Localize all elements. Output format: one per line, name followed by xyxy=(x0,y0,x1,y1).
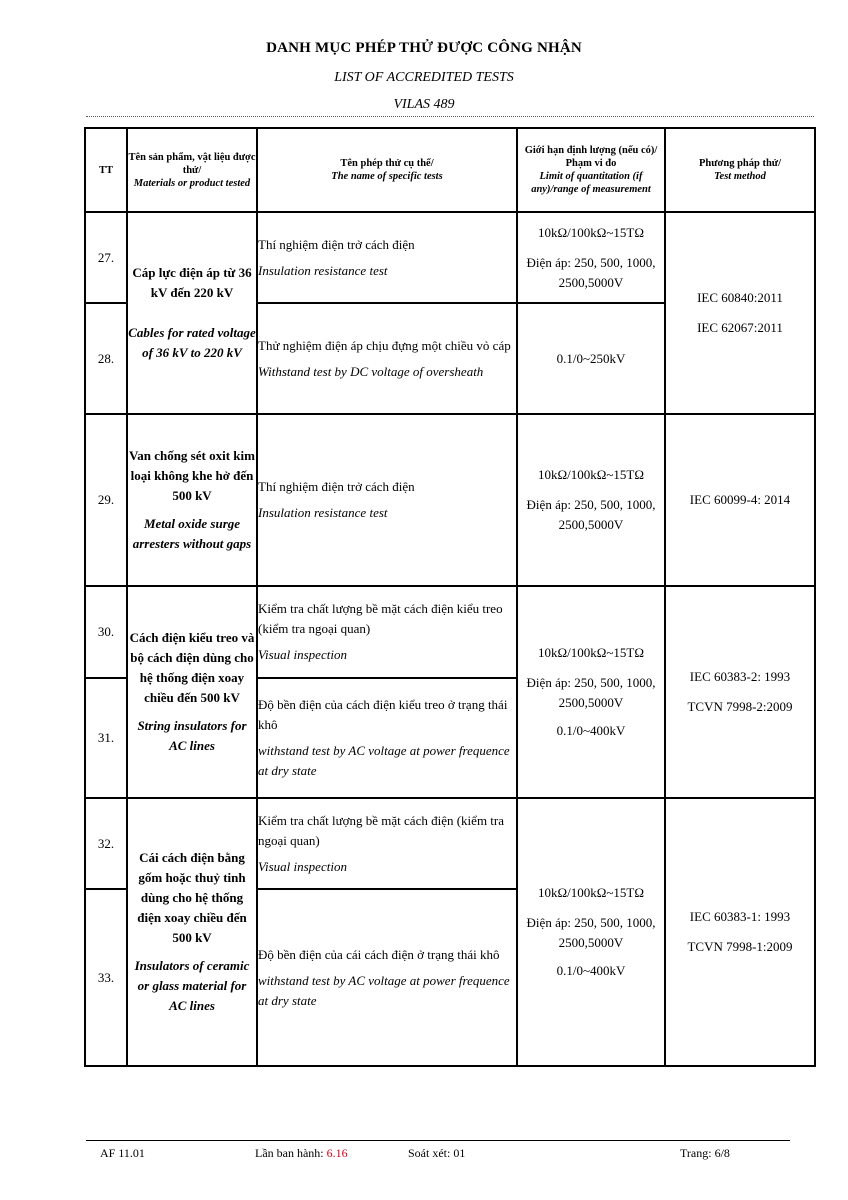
method-cell xyxy=(665,414,815,586)
limit-voltage: Điện áp: 250, 500, 1000, 2500,5000V xyxy=(526,497,656,532)
header-method-vi: Phương pháp thử/ xyxy=(698,158,782,169)
product-name-vi: Van chống sét oxit kim loại không khe hở đến 500 kV xyxy=(129,448,255,503)
method-standard: TCVN 7998-2:2009 xyxy=(687,699,793,714)
product-name-vi: Cái cách điện bằng gốm hoặc thuỷ tinh dùng cho hệ thống điện xoay chiều đến 500 kV xyxy=(137,850,247,945)
header-test xyxy=(257,128,517,212)
product-cell xyxy=(127,798,257,1066)
method-standard: IEC 60840:2011 xyxy=(697,290,783,305)
method-cell xyxy=(665,212,815,414)
test-cell xyxy=(257,678,517,798)
test-name-en: Visual inspection xyxy=(258,647,347,662)
table-row xyxy=(85,212,815,303)
row-number: 32. xyxy=(85,798,127,889)
method-standard: TCVN 7998-1:2009 xyxy=(687,939,793,954)
header-product-en: Materials or product tested xyxy=(133,177,251,189)
header-limit xyxy=(517,128,665,212)
test-name-vi: Độ bền điện của cách điện kiểu treo ở trạng thái khô xyxy=(258,697,508,732)
method-standard: IEC 60099-4: 2014 xyxy=(689,492,791,507)
footer-page-number: Trang: 6/8 xyxy=(680,1146,730,1160)
row-number: 33. xyxy=(85,889,127,1066)
header-product xyxy=(127,128,257,212)
method-cell xyxy=(665,586,815,798)
row-number: 31. xyxy=(85,678,127,798)
test-cell xyxy=(257,889,517,1066)
test-name-vi: Thí nghiệm điện trở cách điện xyxy=(258,479,415,494)
product-cell xyxy=(127,414,257,586)
header-divider xyxy=(86,116,814,117)
product-name-en: Insulators of ceramic or glass material for AC lines xyxy=(134,958,250,1013)
row-number: 29. xyxy=(85,414,127,586)
product-cell xyxy=(127,212,257,414)
test-name-en: withstand test by AC voltage at power frequence at dry state xyxy=(258,972,510,1008)
product-name-en: String insulators for AC lines xyxy=(137,718,247,753)
table-row xyxy=(85,798,815,889)
test-name-en: Withstand test by DC voltage of oversheath xyxy=(258,363,484,379)
limit-cell xyxy=(517,303,665,414)
footer-divider xyxy=(86,1140,790,1141)
product-cell xyxy=(127,586,257,798)
product-name-en: Metal oxide surge arresters without gaps xyxy=(132,516,252,551)
document-subtitle: LIST OF ACCREDITED TESTS xyxy=(334,70,514,85)
product-name-vi: Cáp lực điện áp từ 36 kV đến 220 kV xyxy=(132,265,252,300)
limit-voltage: Điện áp: 250, 500, 1000, 2500,5000V xyxy=(526,915,656,950)
test-cell xyxy=(257,212,517,303)
header-product-vi: Tên sản phẩm, vật liệu được thử/ xyxy=(128,151,256,176)
test-name-en: withstand test by AC voltage at power frequence at dry state xyxy=(258,743,510,778)
limit-range: 10kΩ/100kΩ~15TΩ xyxy=(537,224,645,240)
limit-range: 10kΩ/100kΩ~15TΩ xyxy=(537,645,645,660)
limit-range: 10kΩ/100kΩ~15TΩ xyxy=(537,467,645,482)
test-name-vi: Thí nghiệm điện trở cách điện xyxy=(258,236,415,252)
method-standard: IEC 60383-1: 1993 xyxy=(689,909,791,924)
test-cell xyxy=(257,414,517,586)
test-name-vi: Kiểm tra chất lượng bề mặt cách điện kiểu treo (kiểm tra ngoại quan) xyxy=(258,601,503,636)
table-header-row xyxy=(85,128,815,212)
test-cell xyxy=(257,303,517,414)
method-standard: IEC 60383-2: 1993 xyxy=(689,669,791,684)
test-name-en: Visual inspection xyxy=(258,858,347,874)
row-number: 27. xyxy=(85,212,127,303)
test-cell xyxy=(257,586,517,678)
row-number: 28. xyxy=(85,303,127,414)
document-title: DANH MỤC PHÉP THỬ ĐƯỢC CÔNG NHẬN xyxy=(266,40,582,56)
table-row xyxy=(85,414,815,586)
limit-cell xyxy=(517,586,665,798)
test-name-vi: Thử nghiệm điện áp chịu đựng một chiều vỏ cáp xyxy=(258,337,511,353)
product-name-vi: Cách điện kiểu treo và bộ cách điện dùng cho hệ thống điện xoay chiều đến 500 kV xyxy=(129,630,255,705)
limit-voltage: Điện áp: 250, 500, 1000, 2500,5000V xyxy=(526,675,656,710)
limit-voltage: Điện áp: 250, 500, 1000, 2500,5000V xyxy=(526,254,656,290)
limit-cell xyxy=(517,798,665,1066)
product-name-en: Cables for rated voltage of 36 kV to 220 kV xyxy=(128,325,256,360)
row-number: 30. xyxy=(85,586,127,678)
header-method xyxy=(665,128,815,212)
test-name-en: Insulation resistance test xyxy=(258,505,388,520)
header-tt: TT xyxy=(85,128,127,212)
limit-cell xyxy=(517,212,665,303)
test-name-vi: Độ bền điện của cái cách điện ở trạng thái khô xyxy=(258,946,500,962)
test-cell xyxy=(257,798,517,889)
footer-issue-label: Lần ban hành: xyxy=(255,1146,327,1160)
limit-range: 10kΩ/100kΩ~15TΩ xyxy=(537,885,645,900)
header-limit-vi: Giới hạn định lượng (nếu có)/ Phạm vi đo xyxy=(524,145,658,169)
test-name-en: Insulation resistance test xyxy=(258,262,388,278)
header-limit-en: Limit of quantitation (if any)/range of measurement xyxy=(531,171,651,195)
footer-form-code: AF 11.01 xyxy=(100,1146,145,1160)
accredited-tests-table xyxy=(84,127,816,1067)
limit-cell xyxy=(517,414,665,586)
method-cell xyxy=(665,798,815,1066)
footer-issue xyxy=(255,1146,348,1161)
limit-ac-range: 0.1/0~400kV xyxy=(556,963,626,978)
limit-range: 0.1/0~250kV xyxy=(556,350,626,366)
accreditation-code: VILAS 489 xyxy=(393,97,455,112)
footer-issue-value: 6.16 xyxy=(326,1146,348,1160)
limit-ac-range: 0.1/0~400kV xyxy=(556,723,626,738)
method-standard: IEC 62067:2011 xyxy=(697,320,783,335)
header-test-en: The name of specific tests xyxy=(331,171,443,182)
footer-review: Soát xét: 01 xyxy=(408,1146,466,1160)
test-name-vi: Kiểm tra chất lượng bề mặt cách điện (kiểm tra ngoại quan) xyxy=(258,812,505,848)
header-method-en: Test method xyxy=(714,171,766,182)
header-test-vi: Tên phép thử cụ thể/ xyxy=(340,158,434,169)
table-row xyxy=(85,586,815,678)
